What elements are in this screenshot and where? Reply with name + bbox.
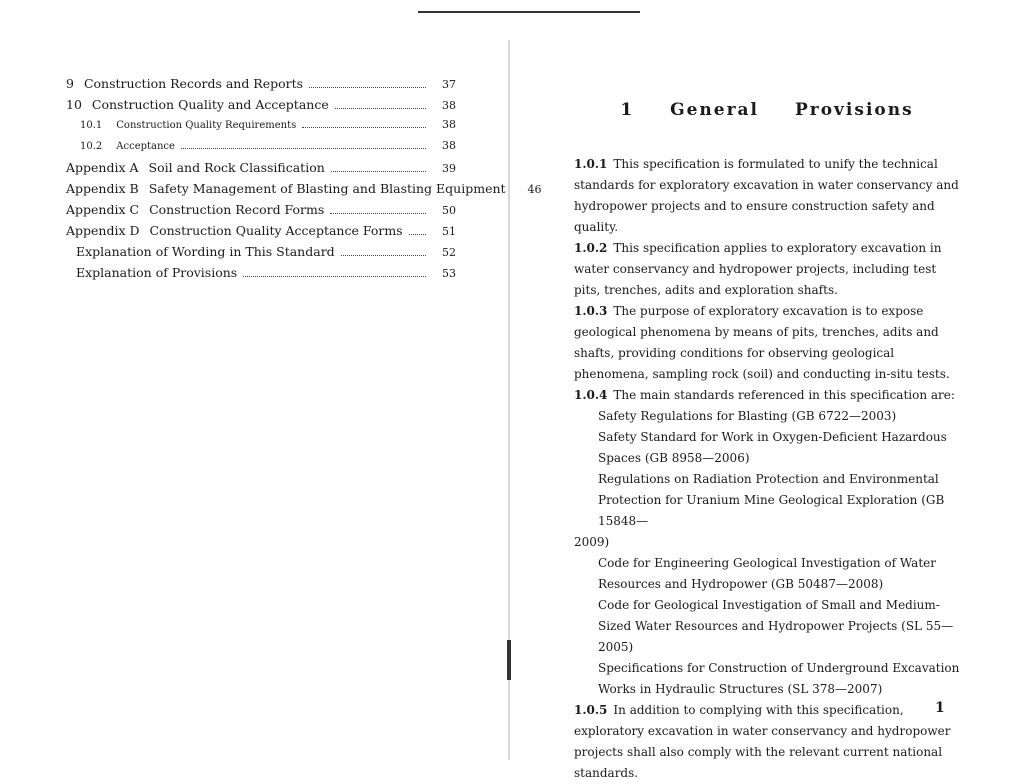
toc-leader-dots — [341, 255, 426, 256]
toc-entry — [66, 118, 456, 139]
toc-entry-page: 38 — [442, 118, 456, 131]
toc-entry-number: 9 — [66, 76, 74, 91]
toc-entry-number: 10.1 — [80, 120, 103, 131]
clause-list — [574, 154, 966, 784]
page-number: 1 — [935, 700, 945, 716]
clause: 1.0.4 The main standards referenced in this specification are: — [574, 388, 955, 402]
toc-leader-dots — [181, 148, 426, 149]
toc-entry-title: Construction Record Forms — [149, 202, 325, 217]
toc-entry-title: Acceptance — [116, 141, 175, 152]
toc-leader-dots — [330, 213, 426, 214]
toc-entry — [66, 244, 456, 265]
reference-item-continuation: 2009) — [574, 535, 610, 549]
toc-entry-page: 37 — [442, 78, 456, 91]
toc-entry-title: Explanation of Provisions — [76, 265, 238, 280]
toc-leader-dots — [409, 234, 426, 235]
toc-entry-title: Explanation of Wording in This Standard — [76, 244, 335, 259]
toc-entry-page: 38 — [442, 139, 456, 152]
toc-leader-dots — [243, 276, 426, 277]
toc-entry-page: 39 — [442, 162, 456, 175]
toc-entry — [66, 265, 456, 286]
toc-entry — [66, 97, 456, 118]
toc-entry-number: Appendix D — [66, 223, 140, 238]
reference-item: Safety Regulations for Blasting (GB 6722—2003) — [598, 409, 897, 423]
reference-item: Safety Standard for Work in Oxygen-Deficient Hazardous Spaces (GB 8958—2006) — [598, 430, 947, 465]
toc-entry-page: 38 — [442, 99, 456, 112]
clause: 1.0.2 This specification applies to exploratory excavation in water conservancy and hydropower projects, including test pits, trenches, adits and exploration shafts. — [574, 241, 942, 297]
toc-entry-title: Construction Quality Requirements — [116, 120, 297, 131]
toc-entry-title: Soil and Rock Classification — [148, 160, 325, 175]
chapter-number: 1 — [620, 100, 635, 120]
toc-entry-page: 50 — [442, 204, 456, 217]
clause: 1.0.1 This specification is formulated to unify the technical standards for exploratory excavation in water conservancy and hydropower projects and to ensure construction safety and quality. — [574, 157, 959, 234]
toc-entry-number: Appendix A — [66, 160, 139, 175]
toc-entry — [66, 160, 456, 181]
chapter-title-part-2: Provisions — [794, 100, 914, 120]
chapter-title-part-1: General — [670, 100, 760, 120]
toc-entry — [66, 202, 456, 223]
toc-leader-dots — [309, 87, 426, 88]
toc-entry-page: 52 — [442, 246, 456, 259]
reference-item: Regulations on Radiation Protection and Environmental Protection for Uranium Mine Geological Exploration (GB 15848— — [598, 472, 945, 528]
reference-item: Code for Geological Investigation of Small and Medium-Sized Water Resources and Hydropower Projects (SL 55—2005) — [598, 598, 954, 654]
toc-entry — [66, 76, 456, 97]
toc-entry-number: Appendix B — [66, 181, 139, 196]
table-of-contents — [66, 76, 542, 286]
chapter-title — [510, 100, 1024, 120]
toc-entry-page: 51 — [442, 225, 456, 238]
toc-entry-page: 46 — [527, 183, 542, 196]
toc-leader-dots — [331, 171, 426, 172]
clause: 1.0.3 The purpose of exploratory excavation is to expose geological phenomena by means of pits, trenches, adits and shafts, providing conditions for observing geological phenomena, sampling rock (soil) and conducting in-situ tests. — [574, 304, 950, 381]
toc-entry-number: 10.2 — [80, 141, 103, 152]
reference-item: Specifications for Construction of Underground Excavation Works in Hydraulic Structures (SL 378—2007) — [598, 661, 960, 696]
toc-entry-number: 10 — [66, 97, 82, 112]
toc-entry — [66, 181, 542, 202]
clause: 1.0.5 In addition to complying with this specification, exploratory excavation in water conservancy and hydropower projects shall also comply with the relevant current national standards. — [574, 703, 951, 780]
toc-entry-title: Construction Quality and Acceptance — [91, 97, 329, 112]
toc-entry — [66, 139, 456, 160]
toc-entry-title: Construction Records and Reports — [83, 76, 304, 91]
toc-entry-title: Construction Quality Acceptance Forms — [149, 223, 403, 238]
reference-item: Code for Engineering Geological Investigation of Water Resources and Hydropower (GB 50487—2008) — [598, 556, 936, 591]
toc-entry-page: 53 — [442, 267, 456, 280]
toc-entry-title: Safety Management of Blasting and Blasting Equipment — [148, 181, 506, 196]
toc-entry — [66, 223, 456, 244]
toc-leader-dots — [302, 127, 426, 128]
toc-leader-dots — [335, 108, 426, 109]
toc-entry-number: Appendix C — [66, 202, 140, 217]
